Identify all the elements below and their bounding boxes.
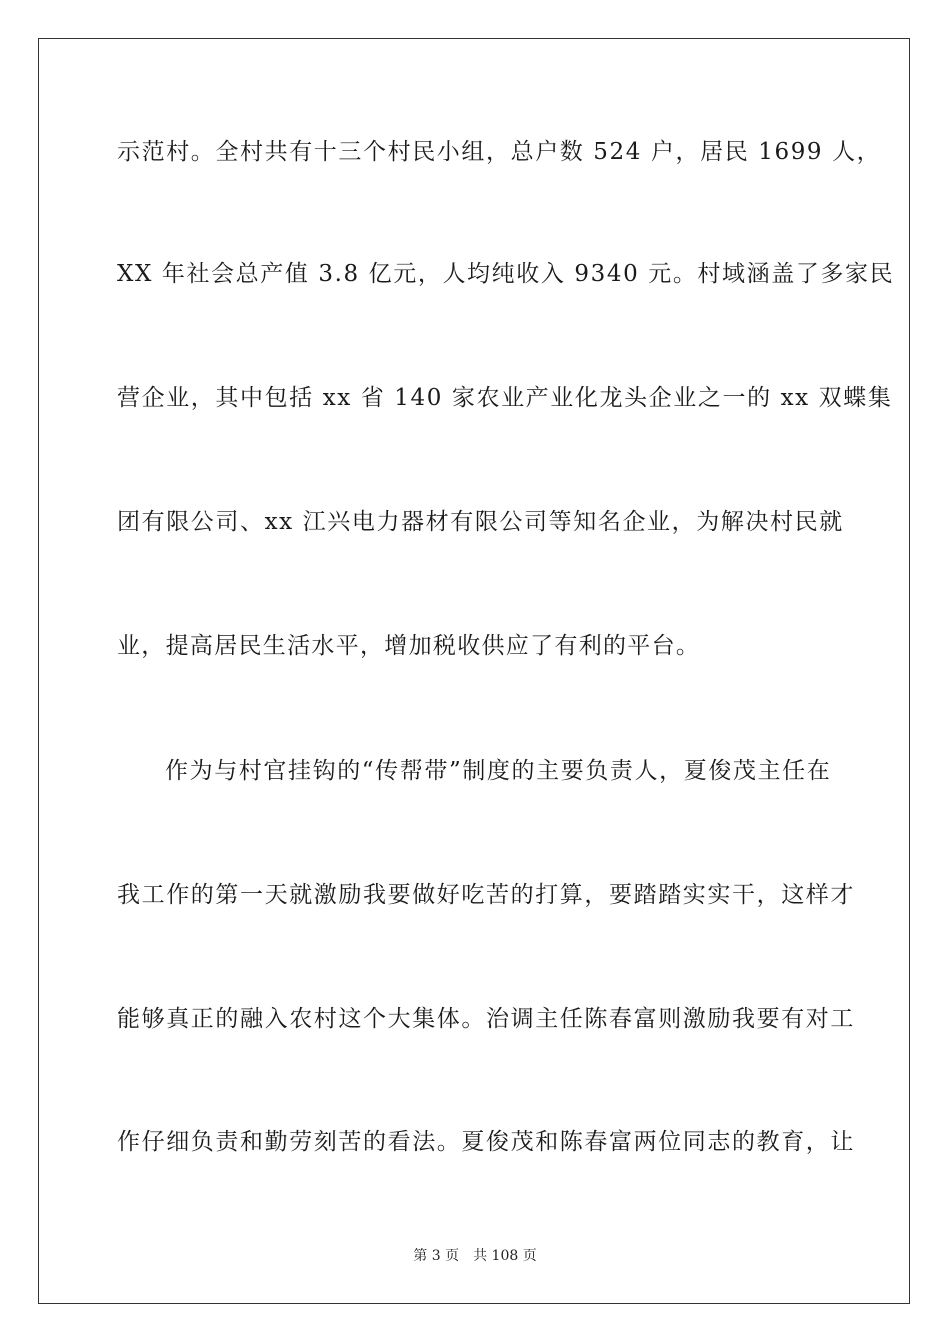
text-line-7: 我工作的第一天就激励我要做好吃苦的打算，要踏踏实实干，这样才 [117,882,855,908]
text-line-9: 作仔细负责和勤劳刻苦的看法。夏俊茂和陈春富两位同志的教育，让 [117,1129,855,1155]
text-line-5: 业，提高居民生活水平，增加税收供应了有利的平台。 [117,633,701,659]
text-line-3: 营企业，其中包括 xx 省 140 家农业产业化龙头企业之一的 xx 双蝶集 [117,385,893,411]
page-number: 第 3 页 [413,1248,460,1264]
page-footer [0,1247,950,1265]
page-total: 共 108 页 [473,1248,537,1264]
text-line-8: 能够真正的融入农村这个大集体。治调主任陈春富则激励我要有对工 [117,1006,855,1032]
text-line-1: 示范村。全村共有十三个村民小组，总户数 524 户，居民 1699 人， [117,139,882,165]
text-line-6: 作为与村官挂钩的“传帮带”制度的主要负责人，夏俊茂主任在 [165,758,832,784]
page-border [38,38,910,1304]
text-line-4: 团有限公司、xx 江兴电力器材有限公司等知名企业，为解决村民就 [117,509,844,535]
text-line-2: XX 年社会总产值 3.8 亿元，人均纯收入 9340 元。村域涵盖了多家民 [117,261,895,287]
